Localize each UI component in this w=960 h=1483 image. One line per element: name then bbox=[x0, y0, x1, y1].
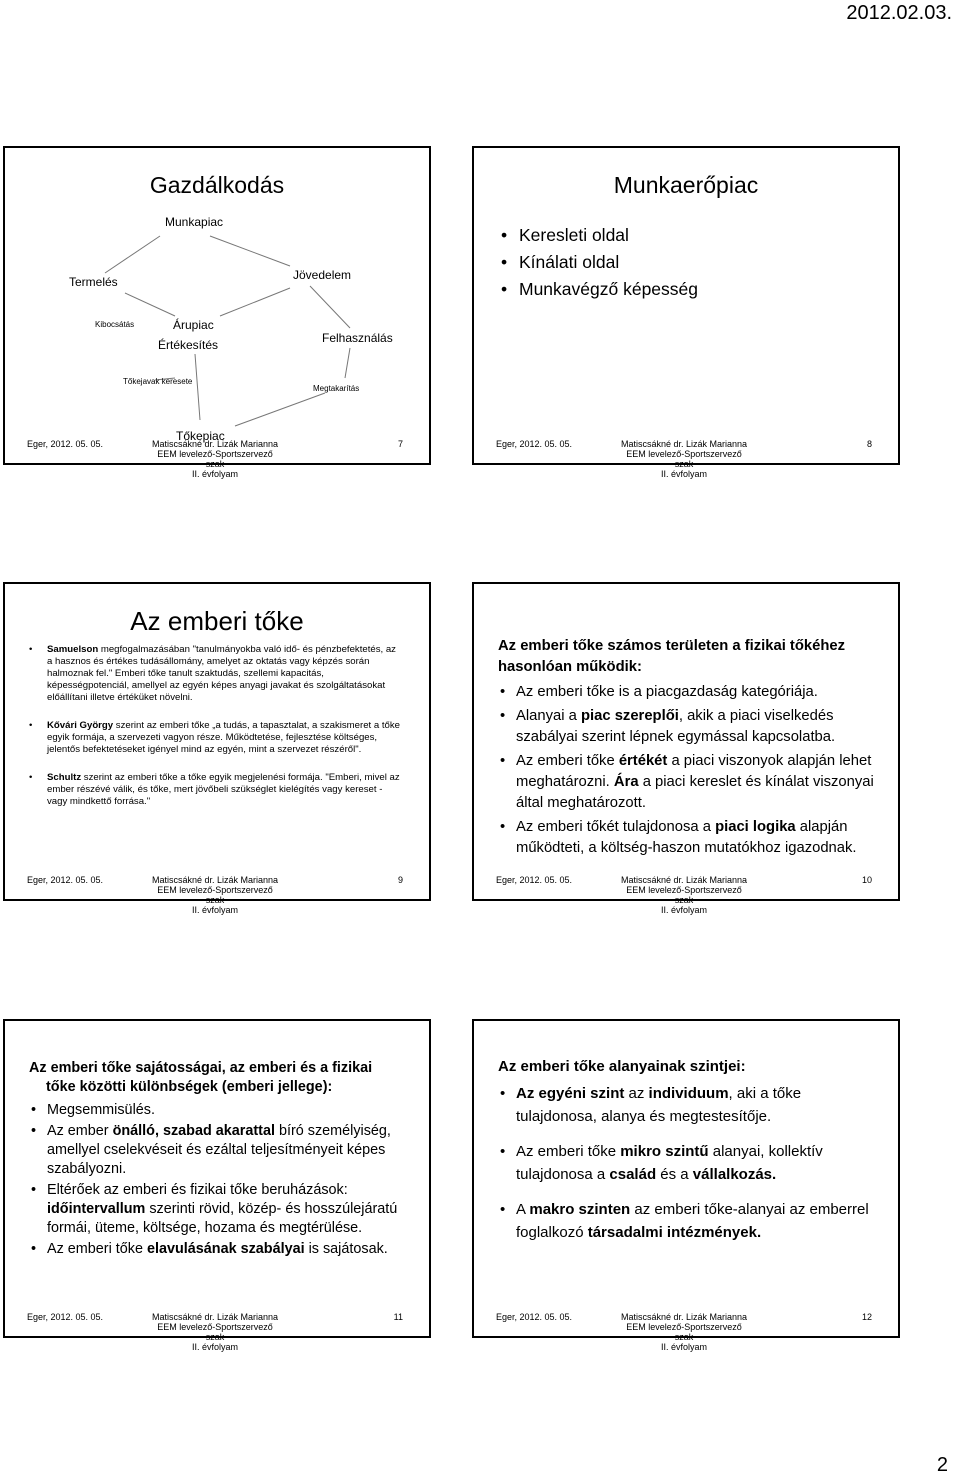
slide-number: 11 bbox=[393, 1312, 403, 1322]
slide-footer bbox=[474, 1308, 898, 1352]
header-date: 2012.02.03. bbox=[846, 2, 952, 24]
slide-number: 9 bbox=[397, 875, 403, 885]
node-megtakaritas: Megtakarítás bbox=[313, 384, 360, 393]
footer-author: Matiscsákné dr. Lizák Marianna EEM levelező-Sportszervező szak II. évfolyam bbox=[620, 875, 748, 915]
slide-number: 7 bbox=[397, 439, 403, 449]
list-item: • Az emberi tőke elavulásának szabályai is sajátosak. bbox=[29, 1240, 405, 1259]
node-tokejavak: Tőkejavak keresete bbox=[123, 377, 193, 386]
footer-author: Matiscsákné dr. Lizák Marianna EEM levelező-Sportszervező szak II. évfolyam bbox=[151, 1312, 279, 1352]
slide-11 bbox=[3, 1019, 431, 1352]
footer-date: Eger, 2012. 05. 05. bbox=[496, 875, 573, 885]
footer-date: Eger, 2012. 05. 05. bbox=[27, 1312, 104, 1322]
footer-author: Matiscsákné dr. Lizák Marianna EEM levelező-Sportszervező szak II. évfolyam bbox=[620, 439, 748, 479]
slide-number: 10 bbox=[861, 875, 872, 885]
list-item: • Az ember önálló, szabad akarattal bíró személyiség, amellyel cselekvéseit és ezáltal teljesítményeit képes szabályozni. bbox=[29, 1122, 405, 1179]
slide-lead: Az emberi tőke sajátosságai, az emberi és a fizikai tőke közötti különbségek (emberi jellege): bbox=[29, 1060, 373, 1095]
node-ertekesites: Értékesítés bbox=[158, 338, 219, 352]
node-arupiac: Árupiac bbox=[173, 318, 214, 332]
list-item: • Munkavégző képesség bbox=[499, 276, 698, 303]
list-item: • Megsemmisülés. bbox=[29, 1101, 405, 1120]
list-item: • A makro szinten az emberi tőke-alanyai az emberrel foglalkozó társadalmi intézmények. bbox=[498, 1198, 874, 1244]
slide-body bbox=[498, 1055, 874, 1256]
slide-number: 12 bbox=[861, 1312, 872, 1322]
node-tokepiac: Tőkepiac bbox=[176, 429, 225, 443]
list-item: • Kővári György szerint az emberi tőke „a tudás, a tapasztalat, a szakismeret a tőke egyik formája, a szervezeti vagyon része. Működtetése, fejlesztése költséges, jelentős befektetéseket igényel mind az egyén, mint a szervezet részéről". bbox=[27, 720, 401, 756]
slide-footer bbox=[5, 871, 429, 915]
slide-title: Gazdálkodás bbox=[149, 172, 285, 198]
list-item: • Kínálati oldal bbox=[499, 249, 698, 276]
slide-9 bbox=[3, 582, 431, 915]
slide-footer bbox=[5, 1308, 429, 1352]
slide-title: Az emberi tőke bbox=[130, 606, 304, 636]
list-item: • Keresleti oldal bbox=[499, 222, 698, 249]
list-item: • Samuelson megfogalmazásában "tanulmányokba való idő- és pénzbefektetés, az a hasznos és értékes tudásállomány, amelyet az oktatás vagy képzés során halmoznak fel." Emberi tőke tanult szaktudás, szellemi kapacitás, képességpotenciál, amellyel az egyén képes anyagi javakat és szolgáltatásokat előállítani illetve értéküket növelni. bbox=[27, 644, 401, 704]
slide-footer bbox=[5, 435, 429, 479]
slide-footer bbox=[474, 871, 898, 915]
slide-10 bbox=[472, 582, 900, 915]
list-item: • Az egyéni szint az individuum, aki a tőke tulajdonosa, alanya és megtestesítője. bbox=[498, 1082, 874, 1128]
slide-body bbox=[498, 636, 874, 862]
node-munkapiac: Munkapiac bbox=[165, 215, 224, 229]
slide-lead: Az emberi tőke számos területen a fizikai tőkéhez hasonlóan működik: bbox=[498, 638, 846, 675]
slide-number: 8 bbox=[866, 439, 872, 449]
slide-body bbox=[29, 1059, 405, 1261]
slide-lead: Az emberi tőke alanyainak szintjei: bbox=[498, 1058, 746, 1075]
footer-author: Matiscsákné dr. Lizák Marianna EEM levelező-Sportszervező szak II. évfolyam bbox=[620, 1312, 748, 1352]
node-jovedelem: Jövedelem bbox=[293, 268, 352, 282]
footer-date: Eger, 2012. 05. 05. bbox=[27, 875, 104, 885]
footer-author: Matiscsákné dr. Lizák Marianna EEM levelező-Sportszervező szak II. évfolyam bbox=[151, 875, 279, 915]
node-kibocsatas: Kibocsátás bbox=[95, 320, 135, 329]
footer-date: Eger, 2012. 05. 05. bbox=[496, 1312, 573, 1322]
economy-diagram-arrows bbox=[5, 148, 433, 467]
slide-7 bbox=[3, 146, 431, 479]
list-item: • Az emberi tőke is a piacgazdaság kategóriája. bbox=[498, 682, 874, 703]
list-item: • Alanyai a piac szereplői, akik a piaci viselkedés szabályai szerint lépnek egymással kapcsolatba. bbox=[498, 706, 874, 748]
slide-footer bbox=[474, 435, 898, 479]
slide-8 bbox=[472, 146, 900, 479]
list-item: • Eltérőek az emberi és fizikai tőke beruházások: időintervallum szerinti rövid, közép- és hosszúlejáratú formái, üteme, költsége, hozama és megtérülése. bbox=[29, 1181, 405, 1238]
footer-author: Matiscsákné dr. Lizák Marianna EEM levelező-Sportszervező szak II. évfolyam bbox=[151, 439, 279, 479]
list-item: • Az emberi tőkét tulajdonosa a piaci logika alapján működteti, a költség-haszon mutatókhoz igazodnak. bbox=[498, 817, 874, 859]
list-item: • Schultz szerint az emberi tőke a tőke egyik megjelenési formája. "Emberi, mivel az ember részévé válik, és tőke, mert jövőbeli szükséglet kielégítés vagy kereset - vagy mindkettő forrása." bbox=[27, 772, 401, 808]
page-number: 2 bbox=[936, 1454, 948, 1476]
slide-title: Munkaerőpiac bbox=[613, 172, 759, 198]
list-item: • Az emberi tőke értékét a piaci viszonyok alapján lehet meghatározni. Ára a piaci kereslet és kínálat viszonyai által meghatározott. bbox=[498, 751, 874, 814]
bullet-list bbox=[499, 222, 698, 303]
footer-date: Eger, 2012. 05. 05. bbox=[27, 439, 104, 449]
footer-date: Eger, 2012. 05. 05. bbox=[496, 439, 573, 449]
node-felhasznalas: Felhasználás bbox=[322, 331, 393, 345]
node-termeles: Termelés bbox=[69, 275, 118, 289]
slide-body bbox=[27, 644, 401, 824]
slide-12 bbox=[472, 1019, 900, 1352]
list-item: • Az emberi tőke mikro szintű alanyai, kollektív tulajdonosa a család és a vállalkozás. bbox=[498, 1140, 874, 1186]
